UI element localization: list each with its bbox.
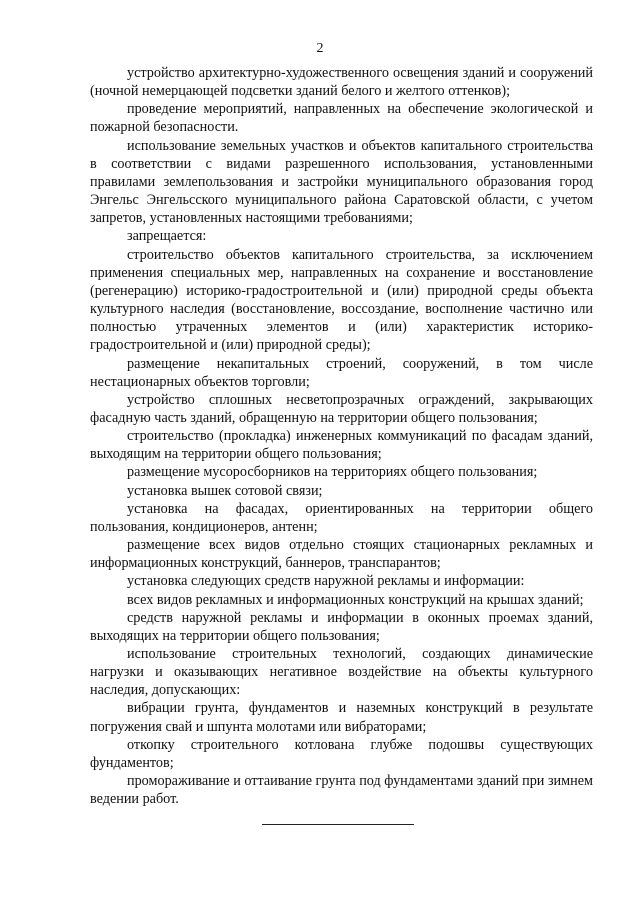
- paragraph-window-advertising: средств наружной рекламы и информации в оконных проемах зданий, выходящих на территории общего пользования;: [90, 609, 593, 644]
- paragraph-facade-equipment: установка на фасадах, ориентированных на территории общего пользования, кондиционеров, антенн;: [90, 500, 593, 535]
- paragraph-excavation: откопку строительного котлована глубже подошвы существующих фундаментов;: [90, 736, 593, 771]
- paragraph-solid-fences: устройство сплошных несветопрозрачных ограждений, закрывающих фасадную часть зданий, обращенную на территории общего пользования;: [90, 391, 593, 426]
- paragraph-cell-towers: установка вышек сотовой связи;: [127, 482, 323, 499]
- document-body: [90, 64, 593, 808]
- closing-divider: [262, 824, 414, 825]
- paragraph-advertising-structures: размещение всех видов отдельно стоящих стационарных рекламных и информационных конструкций, баннеров, транспарантов;: [90, 537, 593, 572]
- paragraph-vibrations: вибрации грунта, фундаментов и наземных конструкций в результате погружения свай и шпунта молотами или вибраторами;: [90, 700, 593, 735]
- paragraph-land-use: использование земельных участков и объектов капитального строительства в соответствии с видами разрешенного использования, установленными правилами землепользования и застройки муниципального образования город Энгельс Энгельсского муниципального района Саратовской области, с учетом запретов, установленных настоящими требованиями;: [90, 137, 593, 227]
- paragraph-lighting: устройство архитектурно-художественного освещения зданий и сооружений (ночной немерцающей подсветки зданий белого и желтого оттенков);: [90, 65, 593, 100]
- paragraph-prohibited-heading: запрещается:: [127, 228, 207, 245]
- paragraph-safety-measures: проведение мероприятий, направленных на обеспечение экологической и пожарной безопасности.: [90, 101, 593, 136]
- paragraph-non-capital-structures: размещение некапитальных строений, сооружений, в том числе нестационарных объектов торговли;: [90, 355, 593, 390]
- paragraph-capital-construction: строительство объектов капитального строительства, за исключением применения специальных мер, направленных на сохранение и восстановление (регенерацию) историко-градостроительной и (или) природной среды объекта культурного наследия (восстановление, воссоздание, восполнение частично или полностью утраченных элементов и (или) характеристик историко-градостроительной и (или) природной среды);: [90, 246, 593, 354]
- paragraph-roof-advertising: всех видов рекламных и информационных конструкций на крышах зданий;: [127, 591, 584, 608]
- paragraph-freezing-thawing: промораживание и оттаивание грунта под фундаментами зданий при зимнем ведении работ.: [90, 773, 593, 808]
- paragraph-waste-bins: размещение мусоросборников на территориях общего пользования;: [127, 464, 538, 481]
- paragraph-utility-lines: строительство (прокладка) инженерных коммуникаций по фасадам зданий, выходящим на территории общего пользования;: [90, 428, 593, 463]
- page-number: 2: [316, 41, 324, 56]
- paragraph-outdoor-advertising-heading: установка следующих средств наружной рекламы и информации:: [127, 573, 525, 590]
- paragraph-construction-technologies: использование строительных технологий, создающих динамические нагрузки и оказывающих негативное воздействие на объекты культурного наследия, допускающих:: [90, 646, 593, 699]
